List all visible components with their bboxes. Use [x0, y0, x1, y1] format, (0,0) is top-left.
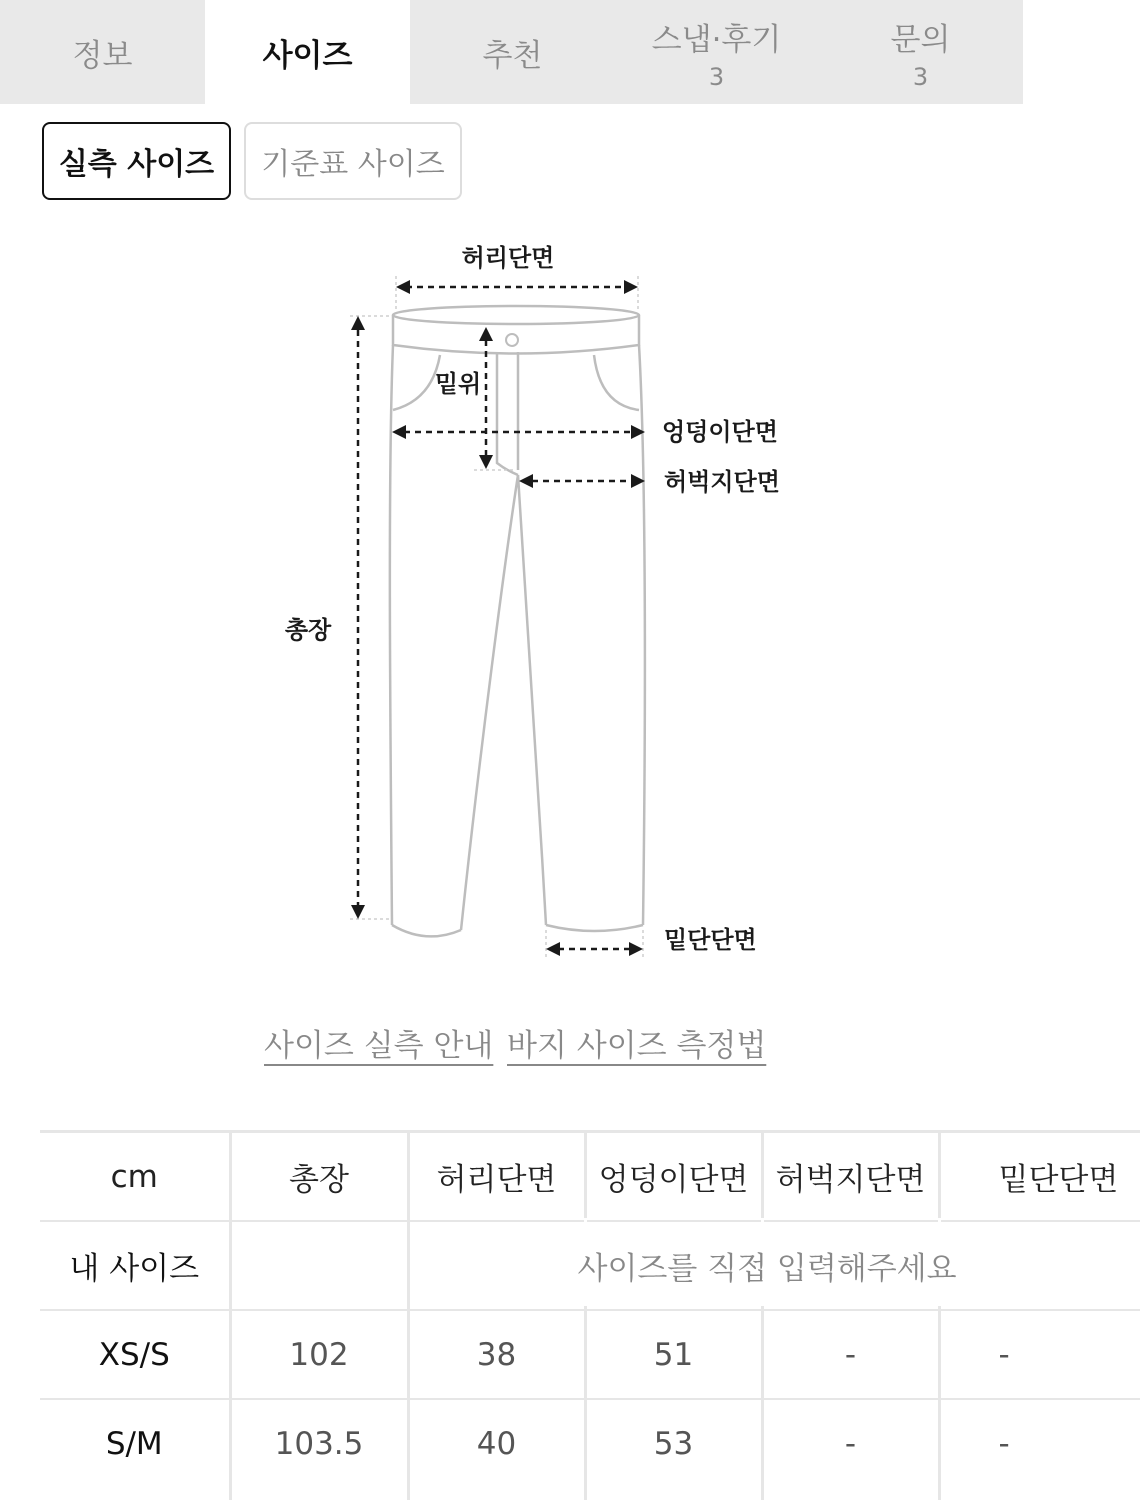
- hem-label: 밑단단면: [664, 926, 757, 954]
- size-cell: XS/S: [40, 1310, 230, 1399]
- tab-info-label: 정보: [72, 37, 133, 74]
- pants-measurement-diagram: [0, 220, 1023, 980]
- thigh-left-arrow-icon: [519, 474, 533, 488]
- length-cell: 103.5: [230, 1399, 408, 1487]
- waist-label: 허리단면: [461, 244, 555, 272]
- my-size-input-prompt[interactable]: 사이즈를 직접 입력해주세요: [230, 1221, 1140, 1310]
- size-guide-link[interactable]: 사이즈 실측 안내: [264, 1028, 494, 1064]
- table-column-divider: [938, 1130, 941, 1218]
- rise-label: 밑위: [434, 370, 482, 398]
- rise-bottom-arrow-icon: [479, 455, 493, 469]
- table-row: [40, 1310, 1140, 1399]
- length-bottom-arrow-icon: [351, 905, 365, 919]
- thigh-label: 허벅지단면: [664, 468, 780, 496]
- hip-label: 엉덩이단면: [662, 418, 778, 446]
- size-guide-links: [0, 1020, 1023, 1070]
- table-column-divider: [407, 1130, 410, 1500]
- hem-cell: -: [939, 1399, 1140, 1487]
- header-unit: cm: [40, 1132, 230, 1222]
- length-cell: 102: [230, 1310, 408, 1399]
- tab-inquiry-label: 문의: [890, 21, 951, 58]
- header-waist: 허리단면: [408, 1132, 585, 1222]
- measured-size-button[interactable]: [42, 122, 231, 200]
- measurement-lines: [358, 287, 632, 949]
- pants-outline: [390, 306, 645, 936]
- standard-size-button[interactable]: [244, 122, 462, 200]
- size-cell: S/M: [40, 1399, 230, 1487]
- tab-snap-review-count: 3: [708, 62, 725, 91]
- header-length: 총장: [230, 1132, 408, 1222]
- tab-info[interactable]: [0, 0, 205, 104]
- hip-left-arrow-icon: [392, 425, 406, 439]
- table-header-row: [40, 1132, 1140, 1222]
- header-thigh: 허벅지단면: [762, 1132, 939, 1222]
- hem-left-arrow-icon: [546, 942, 560, 956]
- table-column-divider: [938, 1306, 941, 1500]
- thigh-cell: -: [762, 1399, 939, 1487]
- size-table: [40, 1130, 1140, 1487]
- my-size-label: 내 사이즈: [40, 1221, 230, 1310]
- table-column-divider: [761, 1130, 764, 1218]
- measured-size-label: 실측 사이즈: [58, 147, 215, 182]
- table-column-divider: [229, 1130, 232, 1500]
- table-column-divider: [584, 1306, 587, 1500]
- rise-top-arrow-icon: [479, 327, 493, 341]
- hem-right-arrow-icon: [629, 942, 643, 956]
- length-top-arrow-icon: [351, 316, 365, 330]
- hip-cell: 53: [585, 1399, 762, 1487]
- my-size-row[interactable]: [40, 1221, 1140, 1310]
- tab-size[interactable]: [205, 0, 410, 104]
- tab-inquiry[interactable]: [818, 0, 1023, 104]
- standard-size-label: 기준표 사이즈: [261, 147, 445, 182]
- table-column-divider: [761, 1306, 764, 1500]
- length-label: 총장: [284, 616, 332, 644]
- tab-inquiry-count: 3: [912, 62, 929, 91]
- waist-cell: 40: [408, 1399, 585, 1487]
- thigh-cell: -: [762, 1310, 939, 1399]
- waist-left-arrow-icon: [396, 280, 410, 294]
- table-column-divider: [584, 1130, 587, 1218]
- tab-snap-review[interactable]: [615, 0, 818, 104]
- tab-size-label: 사이즈: [262, 37, 353, 74]
- tab-recommend[interactable]: [410, 0, 615, 104]
- waist-cell: 38: [408, 1310, 585, 1399]
- tab-recommend-label: 추천: [482, 37, 543, 74]
- product-tab-bar: [0, 0, 1023, 104]
- header-hip: 엉덩이단면: [585, 1132, 762, 1222]
- header-hem: 밑단단면: [939, 1132, 1140, 1222]
- waist-right-arrow-icon: [624, 280, 638, 294]
- measure-method-link[interactable]: 바지 사이즈 측정법: [507, 1028, 767, 1064]
- tab-snap-review-label: 스냅·후기: [651, 21, 782, 58]
- hip-cell: 51: [585, 1310, 762, 1399]
- table-row: [40, 1399, 1140, 1487]
- hem-cell: -: [939, 1310, 1140, 1399]
- button-icon: [506, 334, 518, 346]
